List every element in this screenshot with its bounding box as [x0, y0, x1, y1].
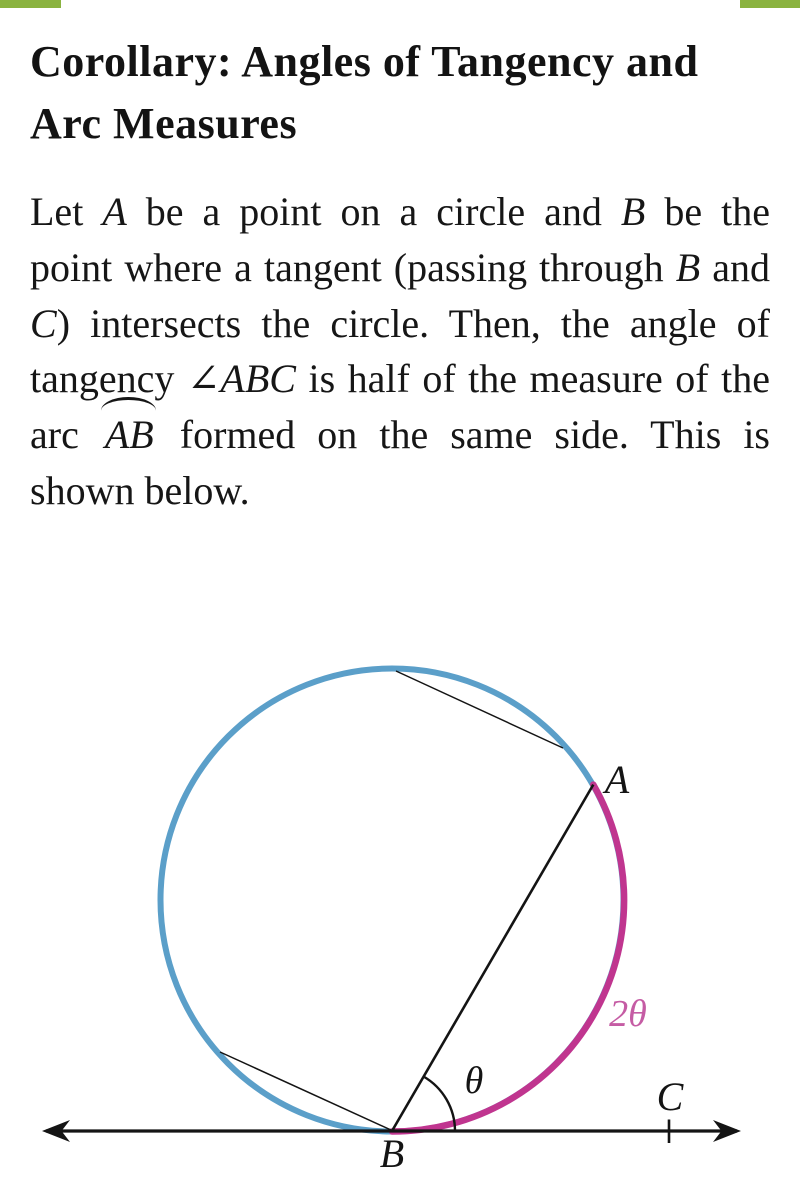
text-run: tangency — [30, 356, 187, 402]
text-run: B — [620, 189, 646, 234]
text-run: ∠ — [186, 356, 221, 402]
label-point-c: C — [656, 1074, 684, 1119]
page-title-line-1: Corollary: Angles of Tangency and — [30, 37, 699, 86]
text-run: formed on the same side. This is — [157, 412, 770, 458]
label-theta: θ — [464, 1060, 484, 1102]
thin-chord-bottom — [220, 1052, 391, 1130]
text-run: be the — [645, 189, 770, 234]
text-run: ) intersects the circle. Then, the angle of — [56, 300, 770, 346]
text-run: A — [102, 189, 127, 234]
label-point-b: B — [379, 1131, 405, 1176]
text-run: be a point on a circle and — [126, 189, 621, 234]
text-run: Let — [30, 189, 103, 234]
text-run: C — [30, 300, 57, 346]
text-run: shown below. — [30, 467, 250, 513]
label-two-theta: 2θ — [609, 993, 647, 1035]
label-point-a: A — [604, 757, 630, 802]
text-run: B — [675, 244, 701, 290]
text-run: arc — [30, 412, 101, 458]
text-run: point where a tangent (passing through — [30, 244, 676, 290]
arc-AB-notation: AB — [105, 407, 154, 463]
text-run: ABC — [220, 356, 296, 402]
text-run: is half of the measure of the — [295, 356, 770, 402]
page-title-line-2: Arc Measures — [30, 99, 298, 148]
text-run: and — [700, 244, 770, 290]
chord-BA — [392, 785, 593, 1131]
